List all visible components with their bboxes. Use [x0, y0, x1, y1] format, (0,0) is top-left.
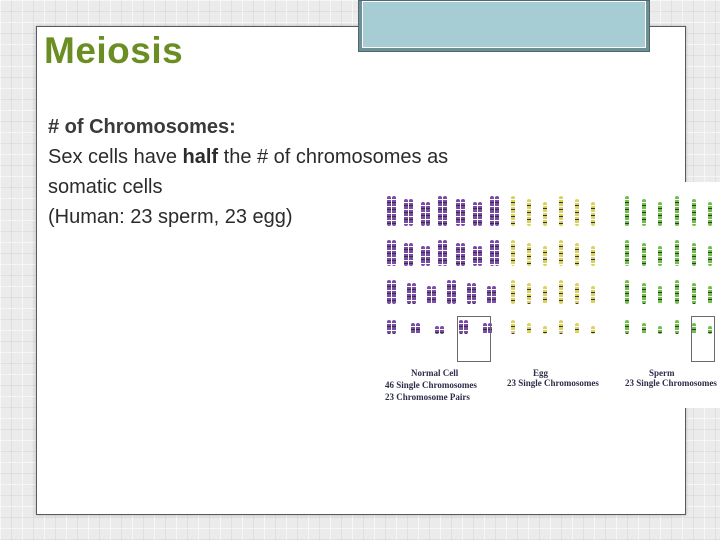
line1-bold: half: [182, 146, 219, 168]
chromosome: [467, 283, 471, 304]
chromosome: [443, 240, 447, 266]
chromosome: [387, 320, 391, 334]
chromosome: [591, 202, 595, 226]
chromosome: [692, 199, 696, 226]
normal-cell-label: Normal Cell: [411, 368, 459, 378]
chromosome: [543, 202, 547, 226]
chromosome: [708, 286, 712, 304]
chromosome: [591, 286, 595, 304]
chromosome: [675, 240, 679, 266]
sex-chromosome-box: [457, 316, 491, 362]
chromosome: [392, 320, 396, 334]
normal-cell-sub1: 46 Single Chromosomes: [385, 380, 477, 390]
chromosome: [426, 246, 430, 266]
line1-pre: Sex cells have: [48, 146, 183, 168]
chromosome: [591, 246, 595, 266]
chromosome: [625, 196, 629, 226]
chromosome: [392, 240, 396, 266]
chromosome: [487, 286, 491, 304]
body-line-3: (Human: 23 sperm, 23 egg): [48, 206, 293, 228]
chromosome: [559, 240, 563, 266]
chromosome: [658, 202, 662, 226]
chromosome: [495, 196, 499, 226]
egg-karyotype: [509, 188, 605, 358]
title-tab-inner: [362, 1, 646, 48]
normal-cell-karyotype: [385, 188, 505, 358]
chromosome: [511, 240, 515, 266]
chromosome: [443, 196, 447, 226]
chromosome: [461, 199, 465, 226]
chromosome: [416, 323, 420, 334]
chromosome: [642, 199, 646, 226]
chromosome: [708, 246, 712, 266]
chromosome: [440, 326, 444, 334]
slide-title: Meiosis: [44, 30, 184, 71]
chromosome: [708, 202, 712, 226]
chromosome: [387, 196, 391, 226]
chromosome: [642, 283, 646, 304]
chromosome: [407, 283, 411, 304]
chromosome: [658, 286, 662, 304]
chromosome: [387, 280, 391, 304]
karyotype-figure: [383, 182, 720, 408]
chromosome: [435, 326, 439, 334]
chromosome: [456, 199, 460, 226]
chromosome: [625, 240, 629, 266]
chromosome: [559, 280, 563, 304]
chromosome: [511, 196, 515, 226]
sex-chromosome-box: [691, 316, 715, 362]
chromosome: [559, 320, 563, 334]
chromosome: [438, 196, 442, 226]
chromosome: [675, 280, 679, 304]
chromosome: [575, 283, 579, 304]
chromosome: [478, 246, 482, 266]
chromosome: [392, 280, 396, 304]
chromosome: [543, 246, 547, 266]
chromosome: [447, 280, 451, 304]
chromosome: [438, 240, 442, 266]
sperm-sub: 23 Single Chromosomes: [625, 378, 717, 388]
chromosome: [527, 283, 531, 304]
chromosome: [559, 196, 563, 226]
chromosome: [527, 323, 531, 334]
chromosome: [642, 323, 646, 334]
chromosome: [461, 243, 465, 266]
chromosome: [591, 326, 595, 334]
body-heading: # of Chromosomes:: [48, 116, 236, 138]
chromosome: [658, 246, 662, 266]
chromosome: [412, 283, 416, 304]
chromosome: [427, 286, 431, 304]
chromosome: [409, 199, 413, 226]
chromosome: [543, 286, 547, 304]
chromosome: [411, 323, 415, 334]
chromosome: [452, 280, 456, 304]
title-tab-decoration: [358, 0, 650, 52]
chromosome: [495, 240, 499, 266]
chromosome: [409, 243, 413, 266]
egg-label: Egg: [533, 368, 549, 378]
chromosome: [387, 240, 391, 266]
chromosome: [692, 283, 696, 304]
chromosome: [473, 246, 477, 266]
chromosome: [490, 240, 494, 266]
sperm-karyotype: [623, 188, 720, 358]
chromosome: [473, 202, 477, 226]
chromosome: [527, 199, 531, 226]
chromosome: [392, 196, 396, 226]
chromosome: [692, 243, 696, 266]
chromosome: [675, 320, 679, 334]
line1-post: the # of chromosomes as: [218, 146, 449, 168]
chromosome: [456, 243, 460, 266]
chromosome: [625, 320, 629, 334]
normal-cell-sub2: 23 Chromosome Pairs: [385, 392, 470, 402]
body-line-2: somatic cells: [48, 176, 163, 198]
chromosome: [478, 202, 482, 226]
chromosome: [511, 320, 515, 334]
egg-sub: 23 Single Chromosomes: [507, 378, 599, 388]
chromosome: [625, 280, 629, 304]
chromosome: [472, 283, 476, 304]
chromosome: [543, 326, 547, 334]
chromosome: [421, 246, 425, 266]
chromosome: [426, 202, 430, 226]
body-line-1: [48, 142, 568, 172]
chromosome: [675, 196, 679, 226]
chromosome: [575, 243, 579, 266]
chromosome: [404, 199, 408, 226]
chromosome: [658, 326, 662, 334]
chromosome: [490, 196, 494, 226]
chromosome: [404, 243, 408, 266]
chromosome: [421, 202, 425, 226]
chromosome: [492, 286, 496, 304]
chromosome: [575, 323, 579, 334]
sperm-label: Sperm: [649, 368, 675, 378]
chromosome: [432, 286, 436, 304]
chromosome: [511, 280, 515, 304]
chromosome: [642, 243, 646, 266]
chromosome: [575, 199, 579, 226]
chromosome: [527, 243, 531, 266]
